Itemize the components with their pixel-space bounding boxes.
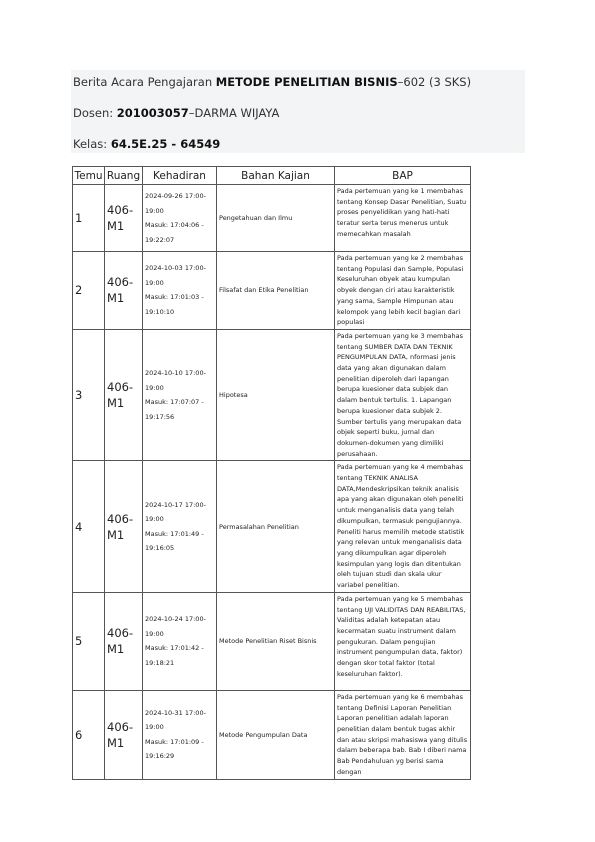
schedule-time: 2024-10-10 17:00-19:00 (145, 369, 206, 392)
cell-ruang: 406-M1 (105, 461, 143, 592)
table-row (73, 185, 471, 252)
class-label: Kelas: (73, 137, 111, 151)
cell-bahan-kajian: Hipotesa (217, 329, 335, 460)
schedule-time: 2024-10-03 17:00-19:00 (145, 264, 206, 287)
cell-ruang: 406-M1 (105, 252, 143, 330)
checkin-time: Masuk: 17:04:06 - 19:22:07 (145, 221, 204, 244)
table-row (73, 592, 471, 690)
class-value: 64.5E.25 - 64549 (110, 137, 221, 151)
schedule-time: 2024-10-31 17:00-19:00 (145, 708, 206, 732)
lecturer-name: –DARMA WIJAYA (188, 106, 280, 120)
cell-bahan-kajian: Pengetahuan dan Ilmu (217, 185, 335, 252)
checkin-time: Masuk: 17:01:42 - 19:18:21 (145, 644, 204, 667)
cell-temu: 1 (73, 185, 105, 252)
table-row (73, 690, 471, 779)
table-row (73, 252, 471, 330)
lecturer-line (73, 106, 279, 120)
schedule-time: 2024-10-24 17:00-19:00 (145, 615, 206, 638)
checkin-time: Masuk: 17:01:03 - 19:10:10 (145, 293, 204, 316)
cell-bap: Pada pertemuan yang ke 6 membahas tentang Definisi Laporan Penelitian Laporan penelitian adalah laporan penelitian dalam bentuk tugas akhir dan atau skripsi mahasiswa yang ditulis dalam beberapa bab. Bab I diberi nama Bab Pendahuluan yg berisi sama dengan (335, 690, 471, 779)
cell-kehadiran (143, 329, 217, 460)
cell-temu: 4 (73, 461, 105, 592)
cell-kehadiran (143, 592, 217, 690)
schedule-time: 2024-09-26 17:00-19:00 (145, 192, 206, 215)
class-line (73, 137, 220, 151)
lecturer-id: 201003057 (116, 106, 189, 120)
col-header-temu: Temu (73, 167, 105, 185)
cell-kehadiran (143, 185, 217, 252)
cell-bap: Pada pertemuan yang ke 5 membahas tentang UJI VALIDITAS DAN REABILITAS, Validitas adalah ketepatan atau kecermatan suatu instrument dalam pengukuran. Dalam pengujian instrument pengumpulan data, faktor) dengan skor total faktor (total keseluruhan faktor). (335, 592, 471, 690)
cell-bap: Pada pertemuan yang ke 4 membahas tentang TEKNIK ANALISA DATA,Mendeskripsikan teknik analisis apa yang akan digunakan oleh peneliti untuk menganalisis data yang telah dikumpulkan, termasuk pengujiannya. Peneliti harus memilih metode statistik yang relevan untuk menganalisis data yang dikumpulkan agar diperoleh kesimpulan yang logis dan ditentukan oleh tujuan studi dan skala ukur variabel penelitian. (335, 461, 471, 592)
course-name: METODE PENELITIAN BISNIS (215, 75, 398, 89)
cell-ruang: 406-M1 (105, 185, 143, 252)
cell-bap: Pada pertemuan yang ke 2 membahas tentang Populasi dan Sample, Populasi Keseluruhan obyek atau kumpulan obyek dengan ciri atau karakteristik yang sama, Sample Himpunan atau kelompok yang lebih kecil bagian dari populasi (335, 252, 471, 330)
cell-temu: 5 (73, 592, 105, 690)
cell-bahan-kajian: Filsafat dan Etika Penelitian (217, 252, 335, 330)
checkin-time: Masuk: 17:01:09 - 19:16:29 (145, 737, 204, 761)
lecturer-label: Dosen: (73, 106, 117, 120)
schedule-time: 2024-10-17 17:00-19:00 (145, 500, 206, 524)
cell-bap: Pada pertemuan yang ke 3 membahas tentang SUMBER DATA DAN TEKNIK PENGUMPULAN DATA, nformasi jenis data yang akan digunakan dalam penelitian diperoleh dari lapangan berupa kuesioner data subjek dan dalam bentuk tertulis. 1. Lapangan berupa kuesioner data subjek 2. Sumber tertulis yang merupakan data objek seperti buku, jurnal dan dokumen-dokumen yang dimiliki perusahaan. (335, 329, 471, 460)
col-header-kehadiran: Kehadiran (143, 167, 217, 185)
cell-kehadiran (143, 252, 217, 330)
cell-kehadiran (143, 461, 217, 592)
table-header-row (73, 167, 471, 185)
cell-ruang: 406-M1 (105, 690, 143, 779)
col-header-bahan-kajian: Bahan Kajian (217, 167, 335, 185)
course-code: –602 (3 SKS) (397, 75, 472, 89)
col-header-ruang: Ruang (105, 167, 143, 185)
cell-temu: 6 (73, 690, 105, 779)
cell-bahan-kajian: Metode Pengumpulan Data (217, 690, 335, 779)
checkin-time: Masuk: 17:01:49 - 19:16:05 (145, 529, 204, 553)
cell-temu: 2 (73, 252, 105, 330)
title-prefix: Berita Acara Pengajaran (73, 75, 216, 89)
report-header (71, 70, 525, 153)
table-row (73, 329, 471, 460)
col-header-bap: BAP (335, 167, 471, 185)
cell-ruang: 406-M1 (105, 329, 143, 460)
cell-ruang: 406-M1 (105, 592, 143, 690)
cell-bap: Pada pertemuan yang ke 1 membahas tentang Konsep Dasar Penelitian, Suatu proses penyelidikan yang hati-hati teratur serta terus menerus untuk memecahkan masalah (335, 185, 471, 252)
report-title (73, 75, 471, 89)
attendance-table (72, 166, 471, 780)
cell-bahan-kajian: Metode Penelitian Riset Bisnis (217, 592, 335, 690)
cell-bahan-kajian: Permasalahan Penelitian (217, 461, 335, 592)
table-row (73, 461, 471, 592)
cell-temu: 3 (73, 329, 105, 460)
cell-kehadiran (143, 690, 217, 779)
checkin-time: Masuk: 17:07:07 - 19:17:56 (145, 398, 204, 421)
